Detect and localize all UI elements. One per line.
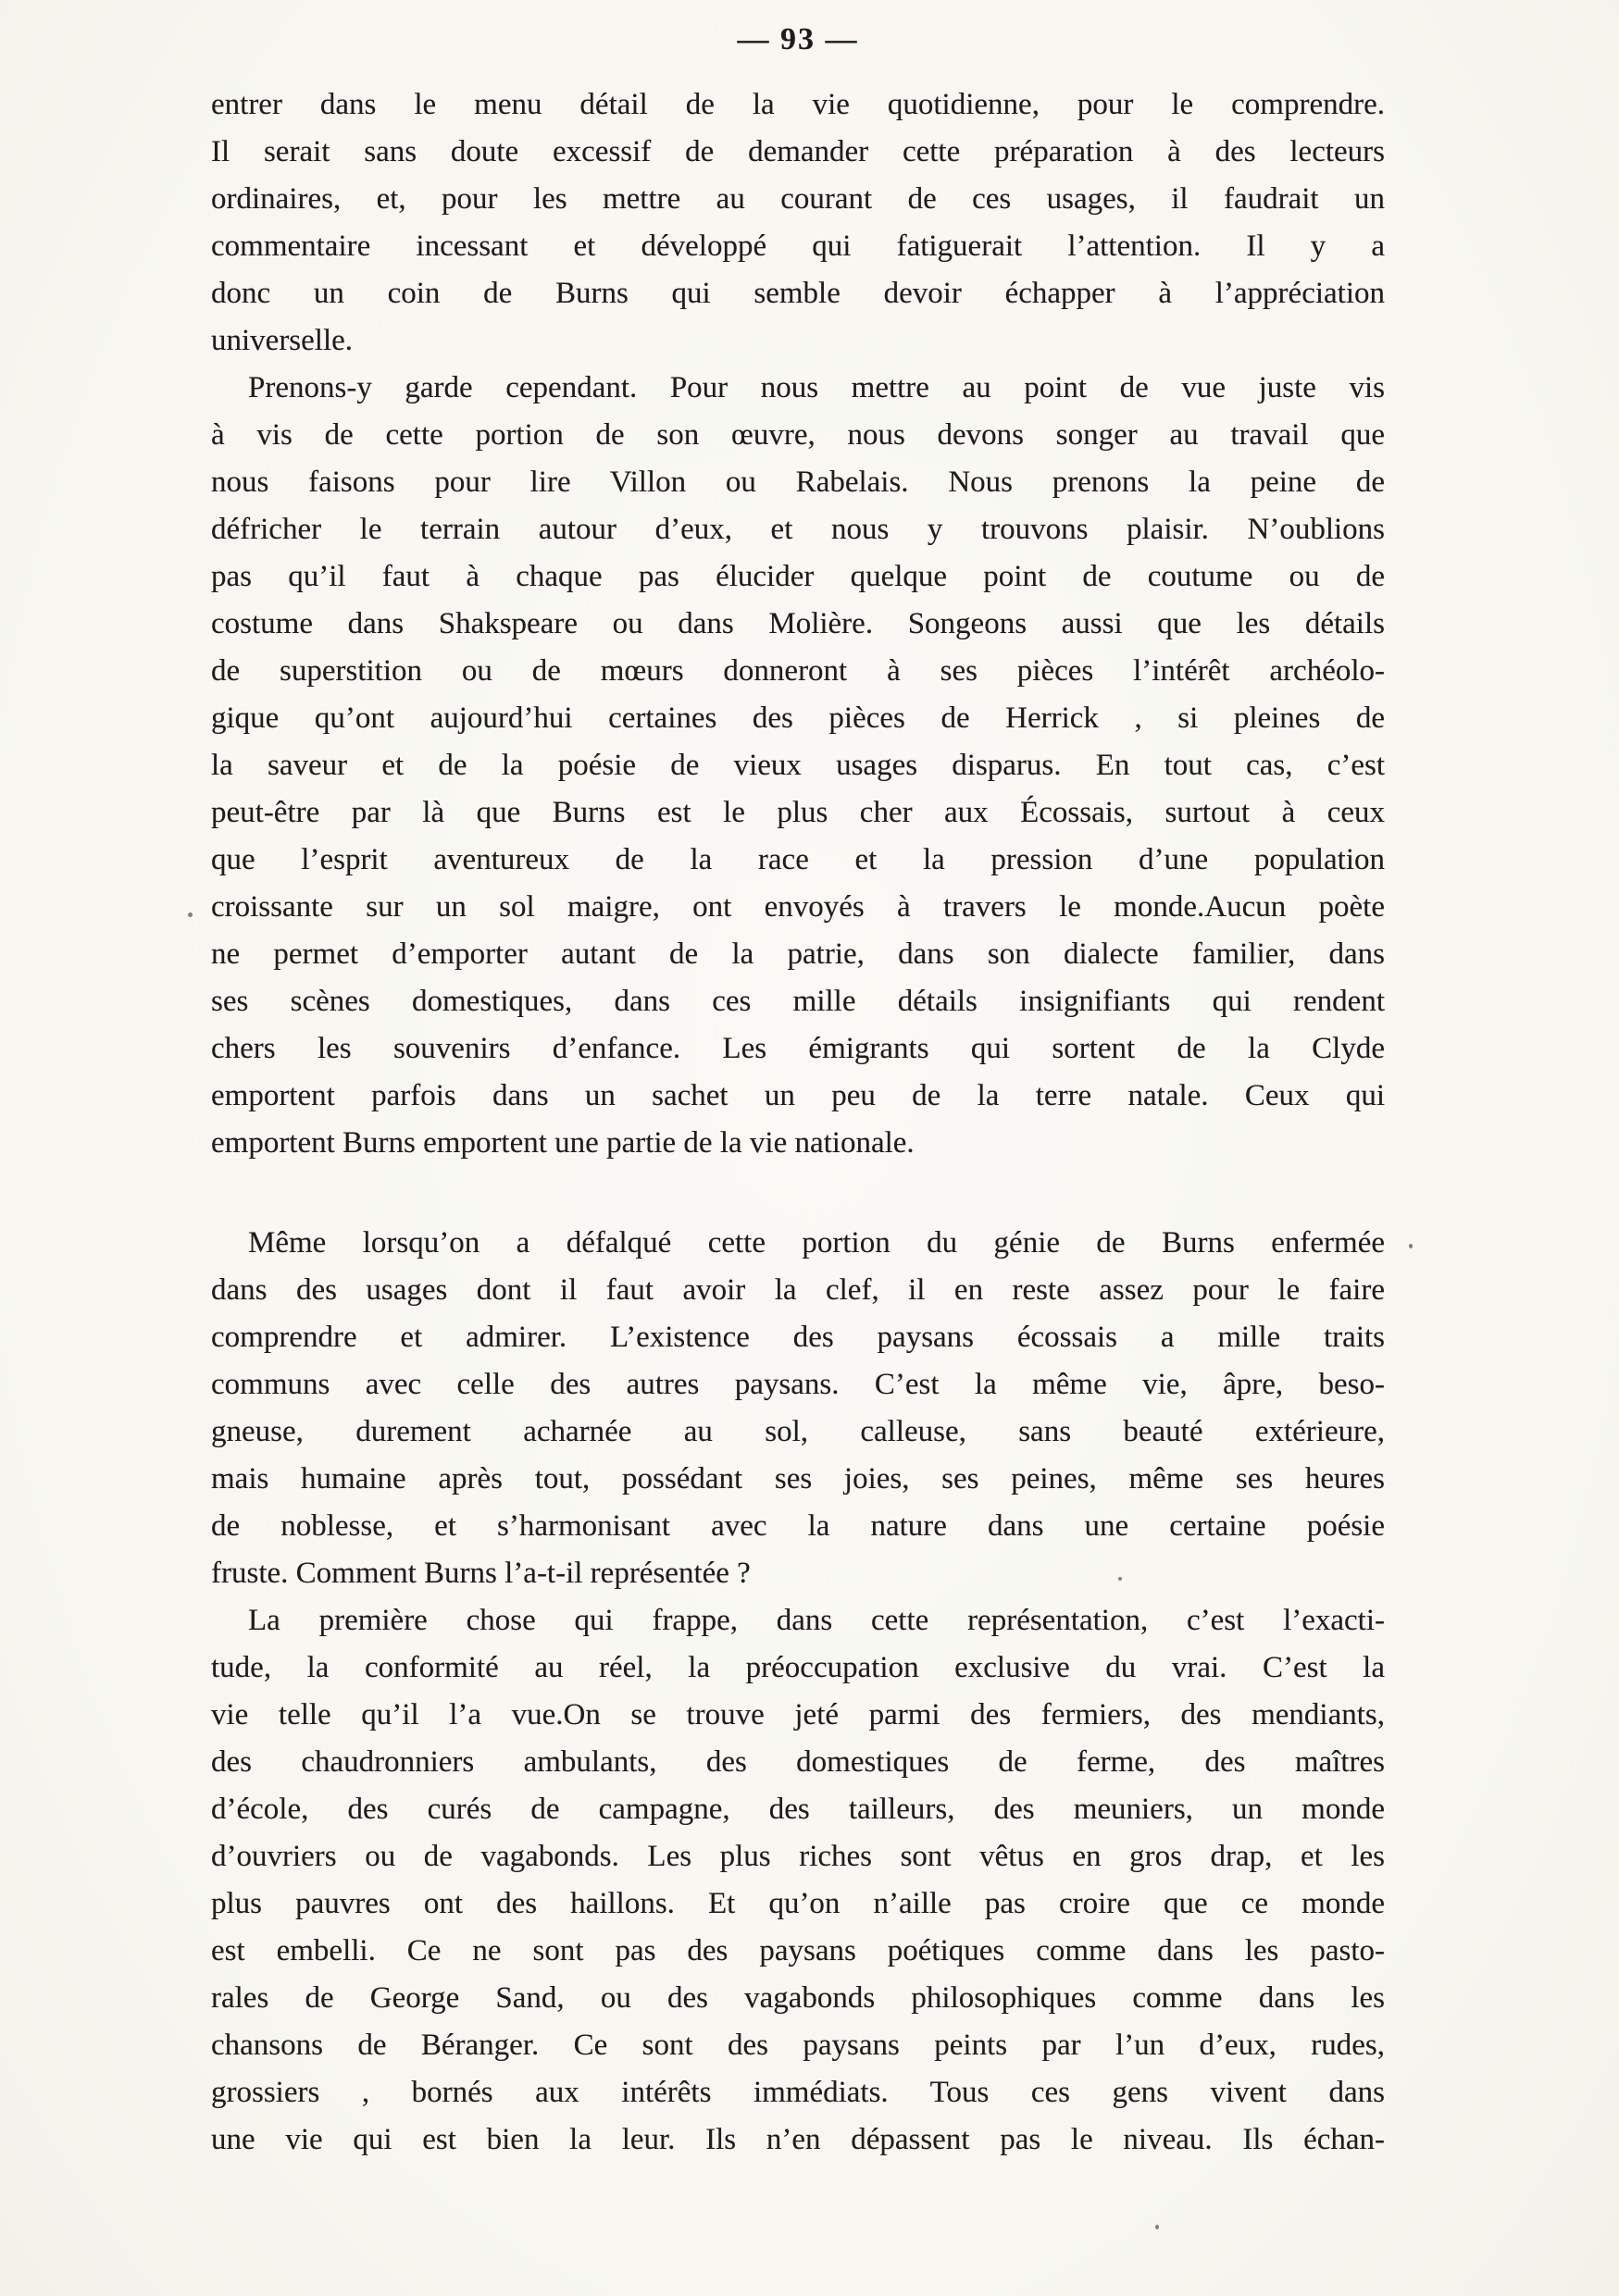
text-line: entrer dans le menu détail de la vie quotidienne, pour le comprendre. — [211, 88, 1385, 121]
text-line: dans des usages dont il faut avoir la clef, il en reste assez pour le faire — [211, 1273, 1385, 1307]
paragraph — [211, 1220, 1385, 1597]
text-line: que l’esprit aventureux de la race et la pression d’une population — [211, 843, 1385, 876]
text-line: La première chose qui frappe, dans cette représentation, c’est l’exacti- — [248, 1604, 1385, 1637]
text-line: gneuse, durement acharnée au sol, calleuse, sans beauté extérieure, — [211, 1415, 1385, 1448]
text-line: Il serait sans doute excessif de demander cette préparation à des lecteurs — [211, 135, 1385, 168]
text-line: pas qu’il faut à chaque pas élucider quelque point de coutume ou de — [211, 560, 1385, 593]
text-line: universelle. — [211, 324, 354, 357]
text-line: ses scènes domestiques, dans ces mille détails insignifiants qui rendent — [211, 985, 1385, 1018]
print-speck — [1118, 1577, 1122, 1581]
text-line: communs avec celle des autres paysans. C’est la même vie, âpre, beso- — [211, 1368, 1385, 1401]
text-line: défricher le terrain autour d’eux, et nous y trouvons plaisir. N’oublions — [211, 513, 1385, 546]
text-line: tude, la conformité au réel, la préoccupation exclusive du vrai. C’est la — [211, 1651, 1385, 1684]
text-line: croissante sur un sol maigre, ont envoyés à travers le monde.Aucun poète — [211, 890, 1385, 924]
text-line: ne permet d’emporter autant de la patrie, dans son dialecte familier, dans — [211, 937, 1385, 971]
text-line: à vis de cette portion de son œuvre, nous devons songer au travail que — [211, 418, 1385, 452]
text-line: des chaudronniers ambulants, des domestiques de ferme, des maîtres — [211, 1745, 1385, 1779]
text-line: vie telle qu’il l’a vue.On se trouve jeté parmi des fermiers, des mendiants, — [211, 1698, 1385, 1731]
text-line: ordinaires, et, pour les mettre au courant de ces usages, il faudrait un — [211, 182, 1385, 216]
text-line: rales de George Sand, ou des vagabonds philosophiques comme dans les — [211, 1981, 1385, 2015]
page-number: — 93 — — [737, 22, 859, 56]
print-speck — [1409, 1244, 1413, 1248]
text-line: costume dans Shakspeare ou dans Molière. Songeons aussi que les détails — [211, 607, 1385, 640]
text-line: chers les souvenirs d’enfance. Les émigrants qui sortent de la Clyde — [211, 1032, 1385, 1065]
paragraph — [211, 81, 1385, 365]
print-speck — [188, 912, 193, 917]
text-line: une vie qui est bien la leur. Ils n’en dépassent pas le niveau. Ils échan- — [211, 2123, 1385, 2156]
text-line: plus pauvres ont des haillons. Et qu’on n’aille pas croire que ce monde — [211, 1887, 1385, 1920]
text-line: Prenons-y garde cependant. Pour nous mettre au point de vue juste vis — [248, 371, 1385, 404]
text-line: de superstition ou de mœurs donneront à ses pièces l’intérêt archéolo- — [211, 654, 1385, 688]
paragraph — [211, 365, 1385, 1167]
text-line: emportent parfois dans un sachet un peu de la terre natale. Ceux qui — [211, 1079, 1385, 1112]
text-line: la saveur et de la poésie de vieux usages disparus. En tout cas, c’est — [211, 749, 1385, 782]
text-line: emportent Burns emportent une partie de la vie nationale. — [211, 1126, 915, 1160]
text-line: est embelli. Ce ne sont pas des paysans poétiques comme dans les pasto- — [211, 1934, 1385, 1967]
text-line: comprendre et admirer. L’existence des paysans écossais a mille traits — [211, 1321, 1385, 1354]
text-line: nous faisons pour lire Villon ou Rabelais. Nous prenons la peine de — [211, 465, 1385, 499]
text-block — [211, 81, 1385, 2164]
paragraph — [211, 1597, 1385, 2164]
text-line: chansons de Béranger. Ce sont des paysans peints par l’un d’eux, rudes, — [211, 2029, 1385, 2062]
text-line: mais humaine après tout, possédant ses joies, ses peines, même ses heures — [211, 1462, 1385, 1496]
text-line: peut-être par là que Burns est le plus cher aux Écossais, surtout à ceux — [211, 796, 1385, 829]
text-line: gique qu’ont aujourd’hui certaines des pièces de Herrick , si pleines de — [211, 701, 1385, 735]
text-line: d’école, des curés de campagne, des tailleurs, des meuniers, un monde — [211, 1793, 1385, 1826]
text-line: commentaire incessant et développé qui fatiguerait l’attention. Il y a — [211, 230, 1385, 263]
print-speck — [1155, 2225, 1159, 2229]
text-line: donc un coin de Burns qui semble devoir échapper à l’appréciation — [211, 277, 1385, 310]
text-line: grossiers , bornés aux intérêts immédiats. Tous ces gens vivent dans — [211, 2076, 1385, 2109]
text-line: fruste. Comment Burns l’a-t-il représentée ? — [211, 1557, 751, 1590]
text-line: d’ouvriers ou de vagabonds. Les plus riches sont vêtus en gros drap, et les — [211, 1840, 1385, 1873]
text-line: Même lorsqu’on a défalqué cette portion du génie de Burns enfermée — [248, 1226, 1385, 1260]
text-line: de noblesse, et s’harmonisant avec la nature dans une certaine poésie — [211, 1509, 1385, 1543]
